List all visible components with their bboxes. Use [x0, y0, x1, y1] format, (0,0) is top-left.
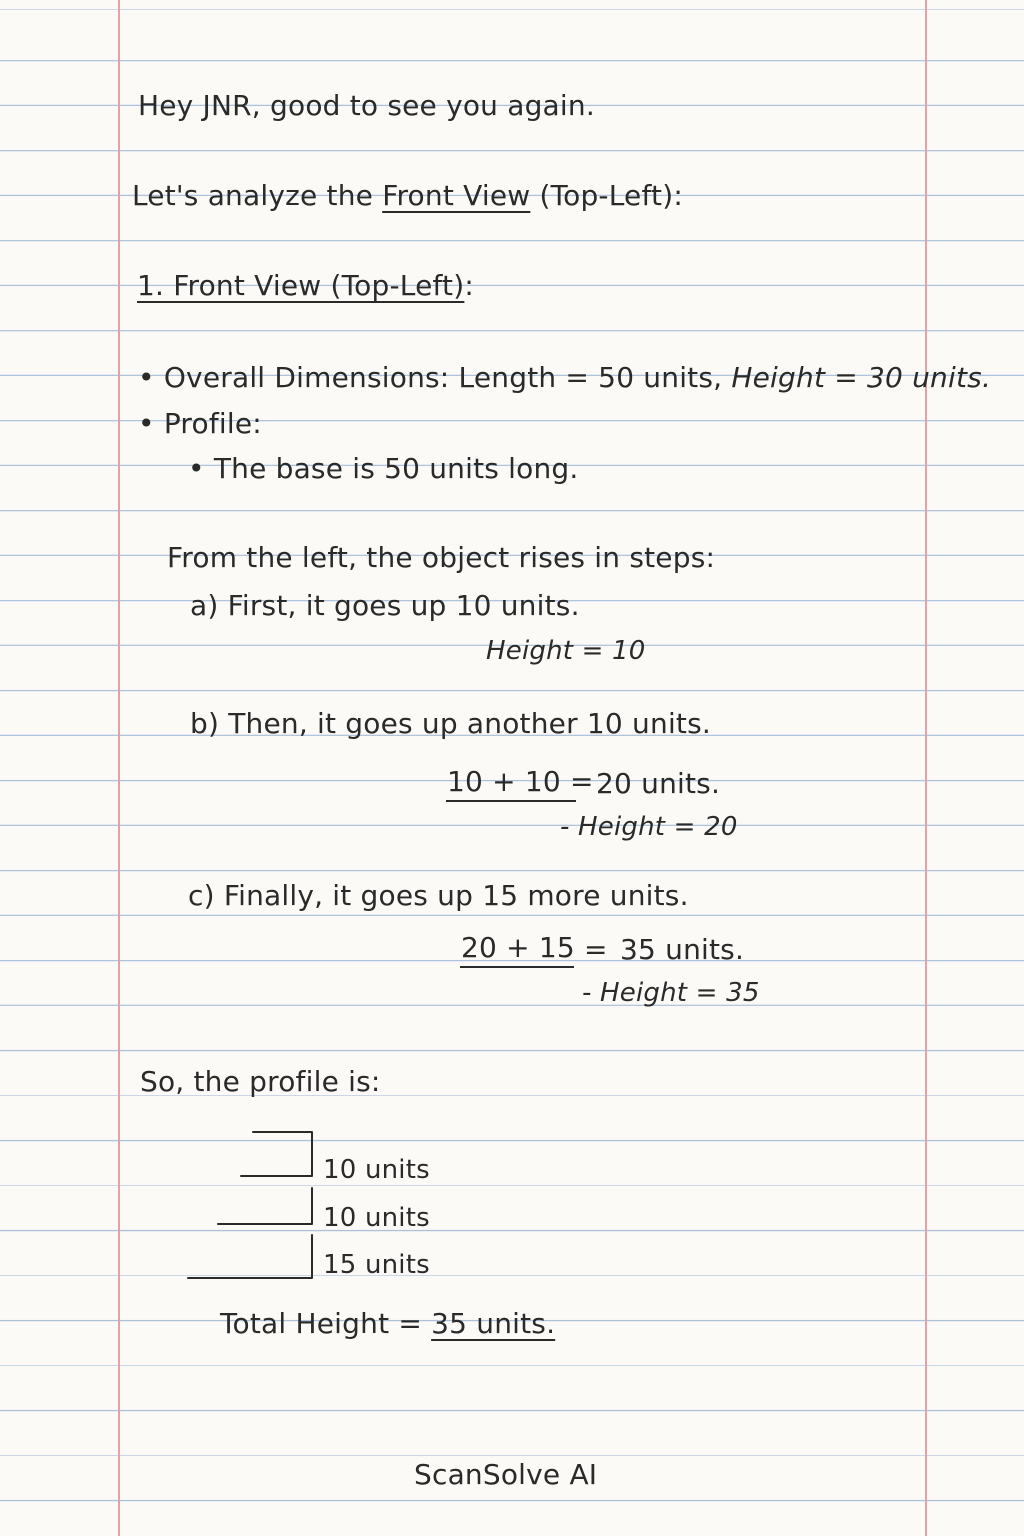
step-c-calc: 20 + 15	[461, 931, 575, 964]
step-a-result: Height = 10	[486, 636, 646, 666]
total-height-line	[220, 1307, 556, 1340]
intro-front-view: Front View	[382, 179, 531, 212]
summary-line: So, the profile is:	[140, 1065, 381, 1098]
step-b-text: b) Then, it goes up another 10 units.	[190, 707, 711, 740]
section-heading	[137, 269, 475, 302]
profile-label-3: 15 units	[323, 1250, 430, 1280]
overall-length: • Overall Dimensions: Length = 50 units,	[138, 361, 723, 394]
step-c-calc-underline	[460, 966, 574, 968]
intro-prefix: Let's analyze the	[132, 179, 383, 212]
profile-label-2: 10 units	[323, 1203, 430, 1233]
margin-line-left	[118, 0, 120, 1536]
step-c-text: c) Finally, it goes up 15 more units.	[188, 879, 689, 912]
step-b-calc-underline	[446, 800, 576, 802]
overall-height: Height = 30 units.	[731, 361, 992, 394]
greeting: Hey JNR, good to see you again.	[138, 89, 595, 122]
bullet-profile: • Profile:	[138, 407, 262, 440]
profile-step-1	[241, 1132, 312, 1176]
footer-brand: ScanSolve AI	[414, 1458, 598, 1491]
margin-line-right	[925, 0, 927, 1536]
profile-step-2	[218, 1188, 312, 1224]
step-c-calc-result: 35 units.	[620, 933, 745, 966]
steps-intro: From the left, the object rises in steps:	[167, 541, 716, 574]
bullet-base: • The base is 50 units long.	[188, 452, 579, 485]
step-c-calc-eq: =	[584, 933, 608, 966]
step-a-text: a) First, it goes up 10 units.	[190, 589, 580, 622]
intro-suffix: (Top-Left):	[530, 179, 683, 212]
section-heading-text: 1. Front View (Top-Left)	[137, 269, 465, 302]
step-b-height: - Height = 20	[560, 812, 738, 842]
step-b-calc-result: 20 units.	[596, 767, 721, 800]
profile-label-1: 10 units	[323, 1155, 430, 1185]
step-b-calc: 10 + 10 =	[447, 765, 594, 798]
total-height-value: 35 units.	[431, 1307, 556, 1340]
bullet-overall-dimensions	[138, 361, 992, 394]
profile-step-3	[188, 1235, 312, 1278]
intro-line	[132, 179, 683, 212]
section-heading-colon: :	[464, 269, 475, 302]
step-c-height: - Height = 35	[582, 978, 760, 1008]
total-height-label: Total Height =	[220, 1307, 423, 1340]
